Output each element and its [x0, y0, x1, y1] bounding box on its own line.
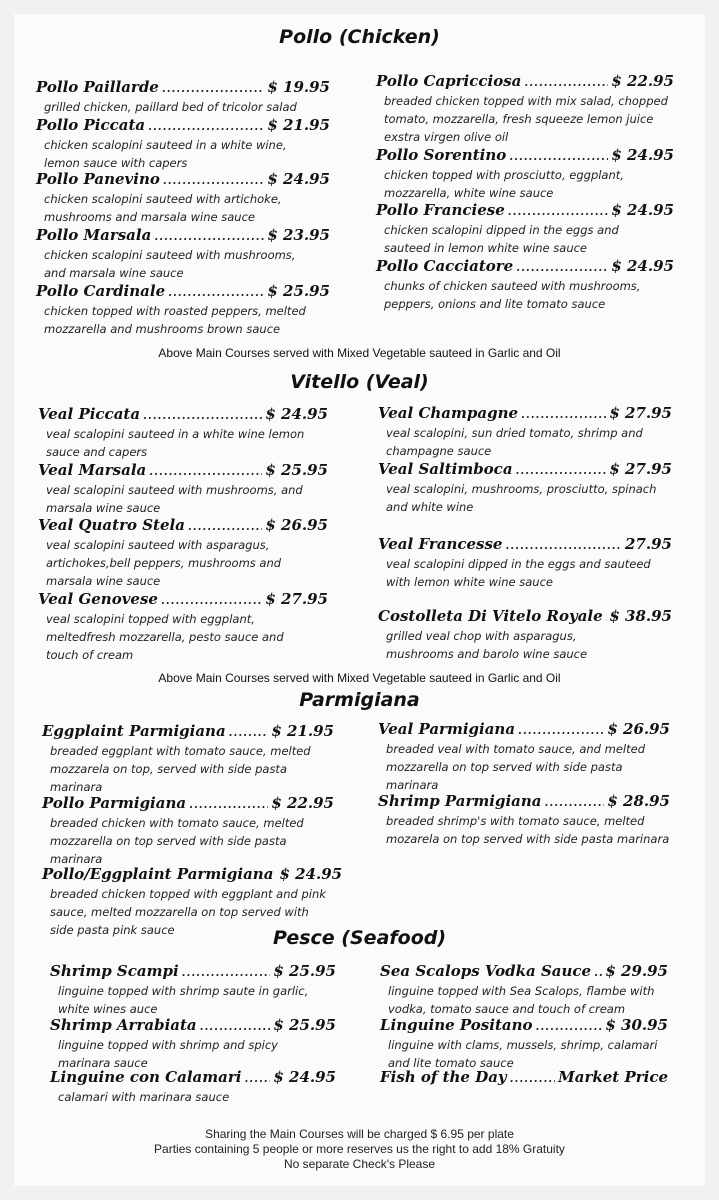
item-price: $ 22.95	[611, 72, 674, 90]
menu-item	[378, 404, 672, 460]
dot-leader	[163, 172, 264, 190]
item-description: chicken scalopini sauteed in a white wine, lemon sauce with capers	[44, 138, 287, 170]
item-description: linguine topped with Sea Scalops, flambe with vodka, tomato sauce and touch of cream	[388, 984, 655, 1016]
item-description: breaded chicken topped with eggplant and pink sauce, melted mozzarella on top served with side pasta pink sauce	[50, 887, 326, 937]
menu-item	[378, 535, 672, 591]
item-price: $ 24.95	[273, 1068, 336, 1086]
item-price: $ 23.95	[267, 226, 330, 244]
dot-leader	[200, 1018, 271, 1036]
item-description: chicken scalopini sauteed with mushrooms, and marsala wine sauce	[44, 248, 296, 280]
pesce-left-column	[50, 962, 336, 1102]
item-description: breaded shrimp's with tomato sauce, melted mozarela on top served with side pasta marinara	[386, 814, 670, 846]
item-name: Veal Parmigiana	[378, 720, 516, 738]
item-price: $ 30.95	[605, 1016, 668, 1034]
item-price: $ 22.95	[271, 794, 334, 812]
item-description: breaded eggplant with tomato sauce, melted mozzarela on top, served with side pasta marinara	[50, 744, 311, 794]
item-name: Pollo Piccata	[36, 116, 146, 134]
item-price: $ 28.95	[607, 792, 670, 810]
item-name: Veal Quatro Stela	[38, 516, 185, 534]
side-note: Above Main Courses served with Mixed Vegetable sauteed in Garlic and Oil	[158, 671, 561, 685]
item-description: veal scalopini sauteed with mushrooms, and marsala wine sauce	[46, 483, 303, 515]
item-description: veal scalopini dipped in the eggs and sauteed with lemon white wine sauce	[386, 557, 651, 589]
item-name: Pollo Cardinale	[36, 282, 166, 300]
section-title-vitello: Vitello (Veal)	[290, 371, 429, 393]
menu-item	[50, 962, 336, 1018]
item-price: $ 19.95	[267, 78, 330, 96]
menu-item	[378, 460, 672, 516]
item-description: linguine topped with shrimp saute in garlic, white wines auce	[58, 984, 309, 1016]
menu-item	[38, 461, 328, 517]
dot-leader	[182, 964, 271, 982]
menu-item	[378, 720, 670, 794]
item-price: $ 21.95	[271, 722, 334, 740]
item-description: grilled veal chop with asparagus, mushrooms and barolo wine sauce	[386, 629, 588, 661]
menu-item	[38, 516, 328, 590]
dot-leader	[162, 80, 265, 98]
item-description: breaded veal with tomato sauce, and melted mozzarella on top served with side pasta marinara	[386, 742, 645, 792]
item-description: calamari with marinara sauce	[58, 1090, 230, 1104]
dot-leader	[606, 609, 607, 627]
menu-item	[380, 1068, 668, 1088]
item-price: $ 27.95	[265, 590, 328, 608]
item-description: linguine topped with shrimp and spicy marinara sauce	[58, 1038, 278, 1070]
menu-item	[380, 1016, 668, 1072]
item-name: Pollo Parmigiana	[42, 794, 187, 812]
dot-leader	[510, 1070, 555, 1088]
item-price: $ 24.95	[267, 170, 330, 188]
item-price: $ 21.95	[267, 116, 330, 134]
item-description: grilled chicken, paillard bed of tricolor salad	[44, 100, 297, 114]
menu-item	[376, 146, 674, 202]
item-description: veal scalopini topped with eggplant, meltedfresh mozzarella, pesto sauce and touch of cream	[46, 612, 284, 662]
item-price: $ 24.95	[611, 146, 674, 164]
parmigiana-right-column	[378, 720, 670, 870]
item-description: veal scalopini sauteed in a white wine lemon sauce and capers	[46, 427, 305, 459]
dot-leader	[168, 284, 264, 302]
item-description: breaded chicken with tomato sauce, melted mozzarella on top served with side pasta marinara	[50, 816, 304, 866]
pollo-right-column	[376, 72, 674, 317]
item-price: $ 26.95	[265, 516, 328, 534]
item-description: veal scalopini, mushrooms, prosciutto, spinach and white wine	[386, 482, 657, 514]
item-description: chicken scalopini dipped in the eggs and sauteed in lemon white wine sauce	[384, 223, 619, 255]
item-name: Pollo Sorentino	[376, 146, 507, 164]
dot-leader	[188, 518, 262, 536]
item-name: Pollo Panevino	[36, 170, 160, 188]
dot-leader	[161, 592, 262, 610]
item-price: $ 25.95	[267, 282, 330, 300]
vitello-right-column	[378, 404, 672, 664]
section-title-pesce: Pesce (Seafood)	[272, 927, 447, 949]
dot-leader	[516, 462, 607, 480]
item-name: Pollo Capricciosa	[376, 72, 522, 90]
menu-item	[376, 201, 674, 257]
dot-leader	[536, 1018, 603, 1036]
item-price: $ 27.95	[609, 460, 672, 478]
menu-item	[42, 722, 334, 796]
item-description: chicken topped with roasted peppers, melted mozzarella and mushrooms brown sauce	[44, 304, 306, 336]
footer-line-checks: No separate Check's Please	[283, 1157, 436, 1171]
menu-item	[36, 78, 330, 116]
dot-leader	[154, 228, 264, 246]
dot-leader	[509, 148, 608, 166]
item-description: veal scalopini, sun dried tomato, shrimp and champagne sauce	[386, 426, 643, 458]
dot-leader	[594, 964, 602, 982]
menu-item	[376, 257, 674, 313]
item-name: Shrimp Arrabiata	[50, 1016, 197, 1034]
section-title-parmigiana: Parmigiana	[299, 689, 420, 711]
item-price: $ 29.95	[605, 962, 668, 980]
item-description: breaded chicken topped with mix salad, chopped tomato, mozzarella, fresh squeeze lemon juice exstra virgen olive oil	[384, 94, 668, 144]
item-description: chicken scalopini sauteed with artichoke, mushrooms and marsala wine sauce	[44, 192, 282, 224]
menu-item	[36, 226, 330, 282]
menu-item	[36, 282, 330, 338]
footer-line-gratuity: Parties containing 5 people or more reserves us the right to add 18% Gratuity	[154, 1142, 565, 1156]
item-name: Veal Champagne	[378, 404, 519, 422]
item-price: $ 38.95	[609, 607, 672, 625]
item-price: $ 25.95	[273, 1016, 336, 1034]
dot-leader	[189, 796, 268, 814]
dot-leader	[524, 74, 608, 92]
dot-leader	[149, 463, 262, 481]
menu-item	[380, 962, 668, 1018]
item-name: Pollo Franciese	[376, 201, 505, 219]
vitello-left-column	[38, 405, 328, 663]
dot-leader	[244, 1070, 270, 1088]
parmigiana-left-column	[42, 722, 343, 942]
item-price: $ 25.95	[273, 962, 336, 980]
item-price: $ 25.95	[265, 461, 328, 479]
section-title-pollo: Pollo (Chicken)	[279, 26, 440, 48]
menu-item	[378, 792, 670, 848]
item-name: Pollo Paillarde	[36, 78, 159, 96]
item-name: Veal Marsala	[38, 461, 147, 479]
dot-leader	[505, 537, 622, 555]
item-price: 27.95	[625, 535, 672, 553]
menu-item	[50, 1068, 336, 1106]
item-name: Veal Piccata	[38, 405, 141, 423]
item-price: $ 24.95	[279, 865, 343, 883]
item-name: Linguine con Calamari	[50, 1068, 242, 1086]
menu-item	[38, 590, 328, 664]
item-price: $ 27.95	[609, 404, 672, 422]
dot-leader	[148, 118, 264, 136]
item-name: Linguine Positano	[380, 1016, 533, 1034]
item-description: linguine with clams, mussels, shrimp, calamari and lite tomato sauce	[388, 1038, 658, 1070]
footer-line-sharing: Sharing the Main Courses will be charged $ 6.95 per plate	[205, 1127, 514, 1141]
menu-item	[378, 607, 672, 663]
item-description: chunks of chicken sauteed with mushrooms, peppers, onions and lite tomato sauce	[384, 279, 641, 311]
item-name: Fish of the Day	[380, 1068, 507, 1086]
dot-leader	[143, 407, 262, 425]
dot-leader	[545, 794, 605, 812]
pollo-left-column	[36, 78, 330, 340]
item-name: Pollo Cacciatore	[376, 257, 514, 275]
item-name: Eggplaint Parmigiana	[42, 722, 226, 740]
dot-leader	[521, 406, 606, 424]
item-name: Veal Saltimboca	[378, 460, 513, 478]
dot-leader	[229, 724, 269, 742]
menu-item	[36, 170, 330, 226]
item-description: chicken topped with prosciutto, eggplant, mozzarella, white wine sauce	[384, 168, 624, 200]
menu-item	[50, 1016, 336, 1072]
dot-leader	[508, 203, 609, 221]
item-name: Shrimp Parmigiana	[378, 792, 542, 810]
dot-leader	[516, 259, 608, 277]
item-name: Shrimp Scampi	[50, 962, 179, 980]
item-name: Sea Scalops Vodka Sauce	[380, 962, 592, 980]
item-price: $ 24.95	[611, 257, 674, 275]
item-price: $ 24.95	[265, 405, 328, 423]
item-name: Veal Genovese	[38, 590, 158, 608]
menu-item	[376, 72, 674, 146]
menu-item	[38, 405, 328, 461]
side-note: Above Main Courses served with Mixed Vegetable sauteed in Garlic and Oil	[158, 346, 561, 360]
item-price: $ 24.95	[611, 201, 674, 219]
item-name: Pollo/Eggplaint Parmigiana	[42, 865, 274, 883]
item-price: $ 26.95	[607, 720, 670, 738]
item-name: Costolleta Di Vitelo Royale	[378, 607, 603, 625]
item-name: Pollo Marsala	[36, 226, 152, 244]
item-description: veal scalopini sauteed with asparagus, artichokes,bell peppers, mushrooms and marsala wine sauce	[46, 538, 282, 588]
pesce-right-column	[380, 962, 668, 1092]
menu-item	[42, 794, 334, 868]
dot-leader	[518, 722, 604, 740]
item-price: Market Price	[558, 1068, 668, 1086]
menu-item	[36, 116, 330, 172]
item-name: Veal Francesse	[378, 535, 503, 553]
